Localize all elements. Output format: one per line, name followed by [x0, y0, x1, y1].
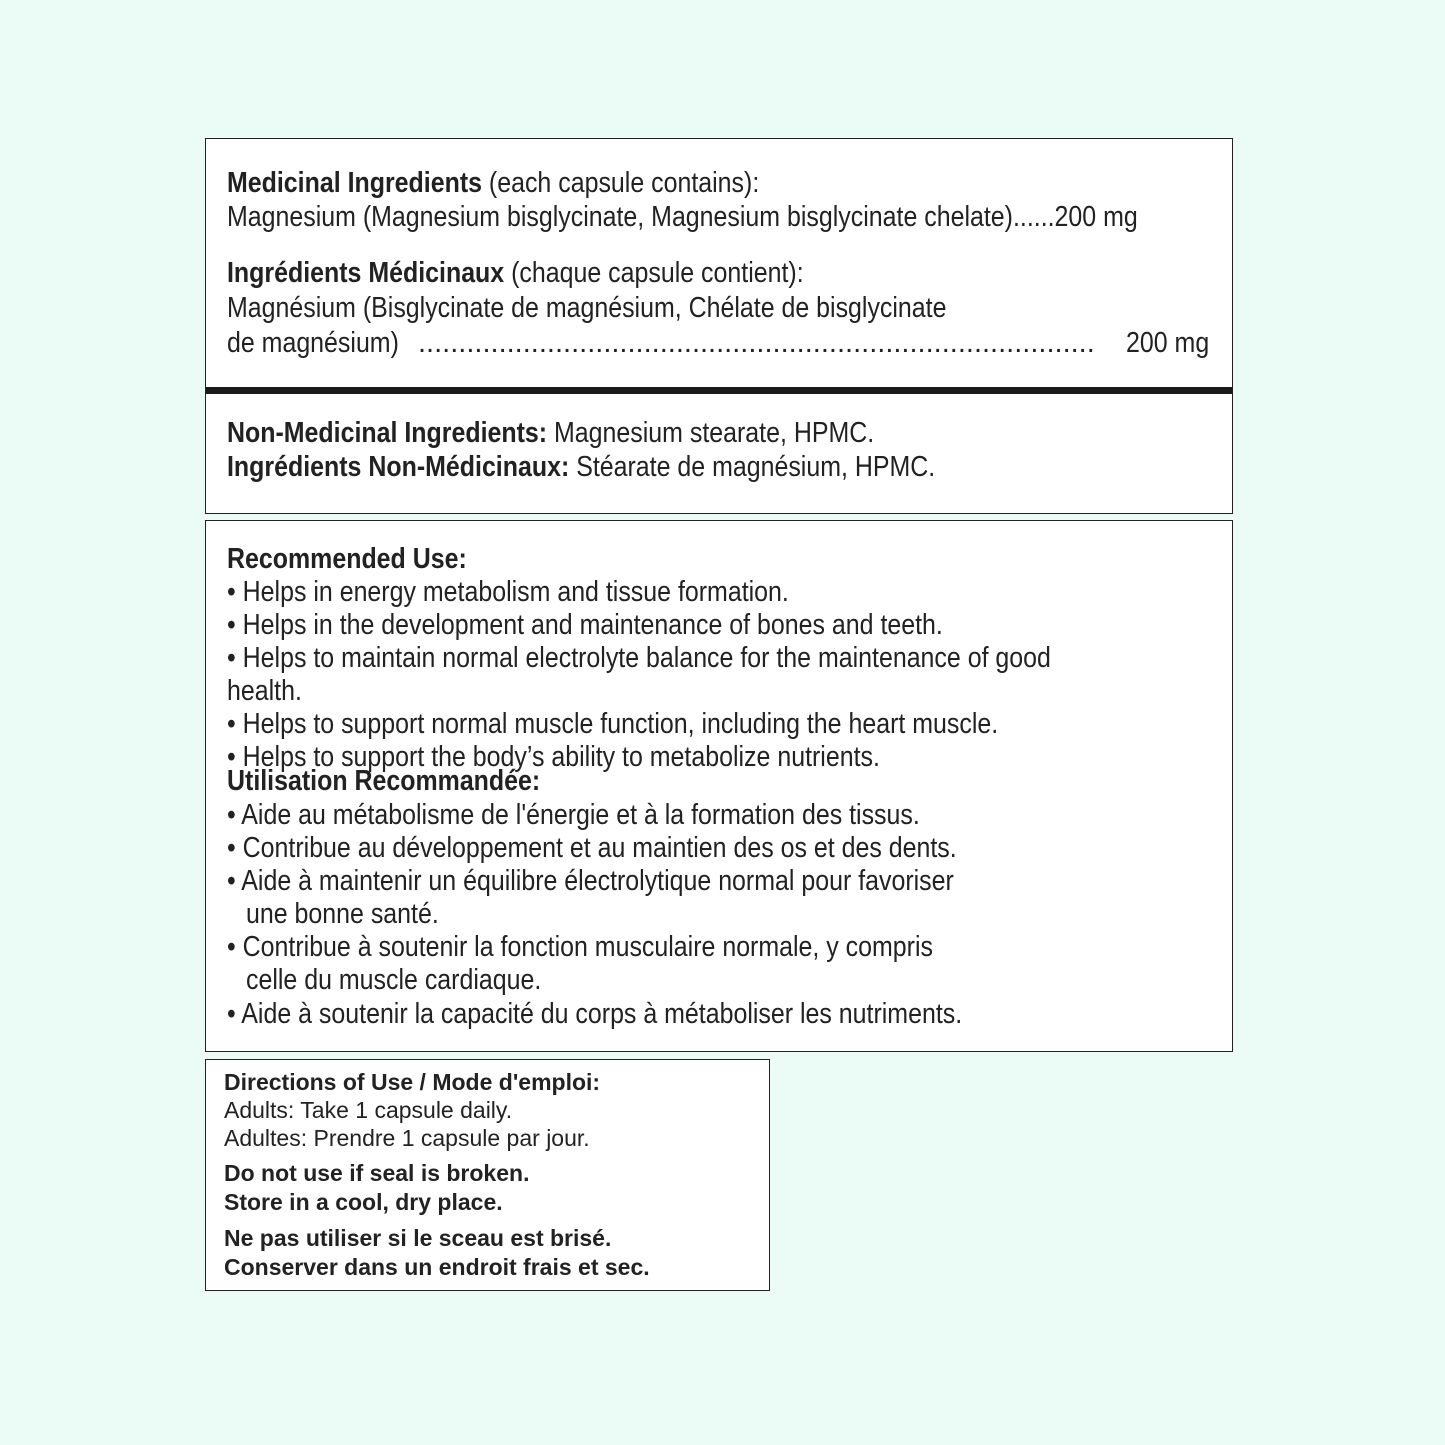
recommended-use-fr-item-cont: une bonne santé.	[246, 898, 439, 930]
section-divider	[206, 387, 1232, 394]
medicinal-fr-amount: 200 mg	[1126, 327, 1210, 359]
medicinal-fr-dot-leader: ....................................................................................	[418, 327, 1095, 359]
medicinal-en-subheading: (each capsule contains):	[481, 167, 760, 199]
non-medicinal-en-text: Magnesium stearate, HPMC.	[547, 417, 875, 449]
non-medicinal-fr-line	[227, 451, 935, 484]
recommended-use-fr-item: • Aide au métabolisme de l'énergie et à la formation des tissus.	[227, 799, 920, 831]
directions-adults-en: Adults: Take 1 capsule daily.	[224, 1097, 513, 1123]
recommended-use-en-heading: Recommended Use:	[227, 543, 467, 575]
non-medicinal-fr-text: Stéarate de magnésium, HPMC.	[569, 451, 936, 483]
recommended-use-fr-item: • Contribue au développement et au maintien des os et des dents.	[227, 832, 957, 864]
ingredients-panel	[205, 138, 1233, 514]
non-medicinal-fr-heading: Ingrédients Non-Médicinaux:	[227, 451, 570, 483]
storage-en: Store in a cool, dry place.	[224, 1189, 503, 1215]
recommended-use-en-item: • Helps to support the body’s ability to metabolize nutrients.	[227, 741, 880, 773]
non-medicinal-en-line	[227, 417, 874, 450]
recommended-use-en-item: • Helps in energy metabolism and tissue formation.	[227, 576, 789, 608]
recommended-use-en-item: • Helps in the development and maintenance of bones and teeth.	[227, 609, 943, 641]
medicinal-fr-item-line2: de magnésium)	[227, 327, 399, 359]
warning-seal-en: Do not use if seal is broken.	[224, 1160, 530, 1186]
medicinal-en-item: Magnesium (Magnesium bisglycinate, Magnesium bisglycinate chelate)......200 mg	[227, 201, 1138, 233]
medicinal-fr-subheading: (chaque capsule contient):	[504, 257, 804, 289]
non-medicinal-en-heading: Non-Medicinal Ingredients:	[227, 417, 548, 449]
medicinal-fr-heading: Ingrédients Médicinaux	[227, 257, 505, 289]
warning-seal-fr: Ne pas utiliser si le sceau est brisé.	[224, 1225, 612, 1251]
medicinal-fr-line	[227, 257, 804, 290]
recommended-use-fr-item: • Contribue à soutenir la fonction musculaire normale, y compris	[227, 931, 933, 963]
directions-panel	[205, 1059, 770, 1291]
recommended-use-panel	[205, 520, 1233, 1052]
medicinal-fr-item-line1: Magnésium (Bisglycinate de magnésium, Chélate de bisglycinate	[227, 292, 947, 324]
recommended-use-en-item: • Helps to maintain normal electrolyte balance for the maintenance of good	[227, 642, 1051, 674]
recommended-use-fr-item: • Aide à maintenir un équilibre électrolytique normal pour favoriser	[227, 865, 954, 897]
recommended-use-en-item-cont: health.	[227, 675, 302, 707]
recommended-use-fr-heading: Utilisation Recommandée:	[227, 765, 541, 797]
medicinal-en-heading: Medicinal Ingredients	[227, 167, 482, 199]
recommended-use-en-item: • Helps to support normal muscle function, including the heart muscle.	[227, 708, 999, 740]
directions-adults-fr: Adultes: Prendre 1 capsule par jour.	[224, 1125, 590, 1151]
recommended-use-fr-item-cont: celle du muscle cardiaque.	[246, 964, 542, 996]
storage-fr: Conserver dans un endroit frais et sec.	[224, 1254, 650, 1280]
directions-heading: Directions of Use / Mode d'emploi:	[224, 1069, 601, 1095]
medicinal-en-line	[227, 167, 759, 200]
recommended-use-fr-item: • Aide à soutenir la capacité du corps à métaboliser les nutriments.	[227, 998, 963, 1030]
